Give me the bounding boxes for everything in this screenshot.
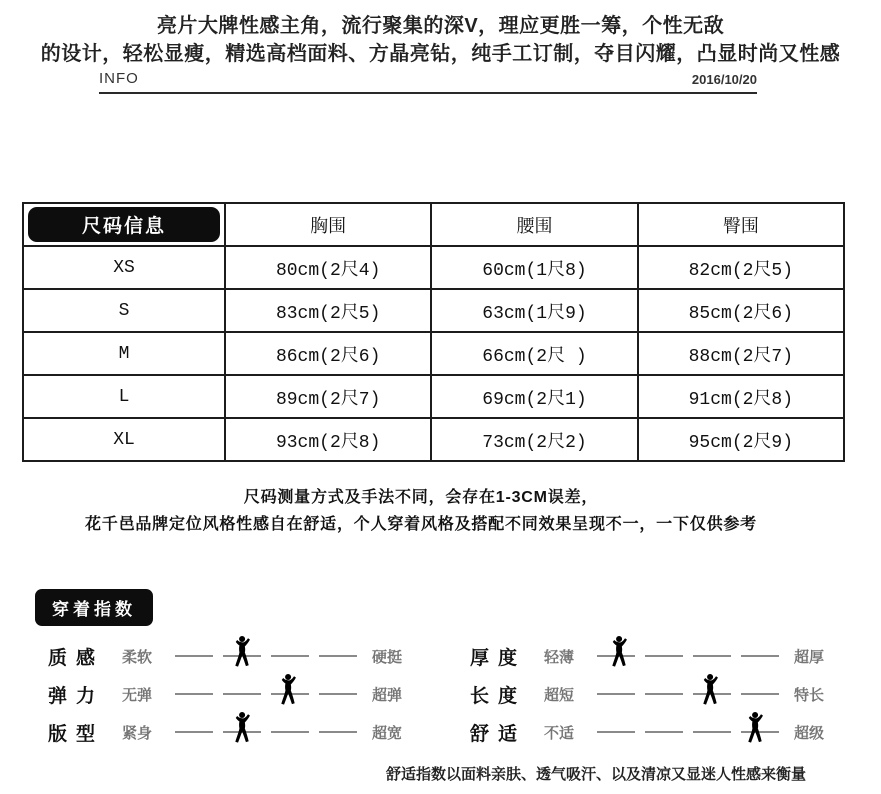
metric-max-label: 特长: [794, 686, 825, 704]
size-info-badge: 尺码信息: [28, 207, 220, 242]
disclaimer-line-1: 尺码测量方式及手法不同，会存在1-3CM误差，: [243, 489, 599, 506]
waist-value: 63cm(1尺9): [431, 289, 637, 332]
hip-value: 91cm(2尺8): [638, 375, 844, 418]
metric-row: [470, 676, 832, 712]
metric-max-label: 超宽: [372, 724, 403, 742]
column-header-waist: 腰围: [431, 203, 637, 246]
scale-segment: [693, 731, 731, 733]
waist-value: 60cm(1尺8): [431, 246, 637, 289]
scale-segment: [175, 693, 213, 695]
metric-scale-line: [597, 693, 779, 695]
scale-segment: [175, 655, 213, 657]
metric-label: 厚度: [470, 647, 527, 669]
table-row: [23, 246, 844, 289]
size-label: S: [23, 289, 225, 332]
size-label: XL: [23, 418, 225, 461]
wearing-index-badge: 穿着指数: [35, 589, 153, 626]
size-table: [22, 202, 845, 462]
metric-max-label: 超弹: [372, 686, 403, 704]
metric-min-label: 紧身: [122, 724, 153, 742]
scale-segment: [597, 693, 635, 695]
hip-value: 88cm(2尺7): [638, 332, 844, 375]
hip-value: 85cm(2尺6): [638, 289, 844, 332]
column-header-bust: 胸围: [225, 203, 431, 246]
info-label: INFO: [99, 70, 139, 87]
metric-row: [48, 638, 410, 674]
metric-row: [48, 676, 410, 712]
metrics-left-column: [48, 638, 410, 752]
scale-segment: [223, 693, 261, 695]
wearing-index-metrics: [48, 638, 832, 752]
waist-value: 69cm(2尺1): [431, 375, 637, 418]
info-date: 2016/10/20: [691, 72, 757, 87]
bust-value: 80cm(2尺4): [225, 246, 431, 289]
metric-min-label: 轻薄: [544, 648, 575, 666]
scale-segment: [319, 731, 357, 733]
metric-min-label: 超短: [544, 686, 575, 704]
dancing-woman-silhouette-icon: [745, 711, 767, 744]
scale-segment: [175, 731, 213, 733]
metric-max-label: 超级: [794, 724, 825, 742]
size-table-corner-cell: [23, 203, 225, 246]
table-row: [23, 289, 844, 332]
scale-segment: [271, 655, 309, 657]
metric-row: [470, 714, 832, 750]
size-disclaimer: [0, 484, 842, 538]
metric-scale-line: [597, 731, 779, 733]
disclaimer-line-2: 花千邑品牌定位风格性感自在舒适，个人穿着风格及搭配不同效果呈现不一，一下仅供参考: [84, 516, 757, 533]
metric-min-label: 不适: [544, 724, 575, 742]
size-table-header-row: [23, 203, 844, 246]
metric-label: 长度: [470, 685, 527, 707]
scale-segment: [597, 731, 635, 733]
metric-min-label: 无弹: [122, 686, 153, 704]
metrics-right-column: [470, 638, 832, 752]
metric-scale-line: [175, 693, 357, 695]
comfort-index-footnote: 舒适指数以面料亲肤、透气吸汗、以及清凉又显迷人性感来衡量: [385, 766, 806, 783]
hip-value: 82cm(2尺5): [638, 246, 844, 289]
metric-scale-line: [175, 655, 357, 657]
metric-scale-line: [597, 655, 779, 657]
size-label: M: [23, 332, 225, 375]
metric-min-label: 柔软: [122, 648, 153, 666]
bust-value: 93cm(2尺8): [225, 418, 431, 461]
bust-value: 86cm(2尺6): [225, 332, 431, 375]
metric-label: 版型: [48, 723, 105, 745]
dancing-woman-silhouette-icon: [278, 673, 300, 706]
dancing-woman-silhouette-icon: [609, 635, 631, 668]
bust-value: 89cm(2尺7): [225, 375, 431, 418]
metric-row: [48, 714, 410, 750]
scale-segment: [645, 731, 683, 733]
scale-segment: [693, 655, 731, 657]
info-bar: [99, 70, 757, 94]
intro-text: [0, 12, 881, 68]
intro-line-1: 亮片大牌性感主角，流行聚集的深V，理应更胜一筹，个性无敌: [156, 15, 725, 37]
scale-segment: [645, 655, 683, 657]
metric-max-label: 硬挺: [372, 648, 403, 666]
scale-segment: [741, 655, 779, 657]
scale-segment: [645, 693, 683, 695]
metric-max-label: 超厚: [794, 648, 825, 666]
scale-segment: [741, 693, 779, 695]
dancing-woman-silhouette-icon: [232, 711, 254, 744]
metric-label: 质感: [48, 647, 105, 669]
table-row: [23, 375, 844, 418]
table-row: [23, 418, 844, 461]
metric-label: 舒适: [470, 723, 527, 745]
table-row: [23, 332, 844, 375]
metric-row: [470, 638, 832, 674]
dancing-woman-silhouette-icon: [232, 635, 254, 668]
hip-value: 95cm(2尺9): [638, 418, 844, 461]
metric-scale-line: [175, 731, 357, 733]
size-label: XS: [23, 246, 225, 289]
column-header-hip: 臀围: [638, 203, 844, 246]
metric-label: 弹力: [48, 685, 105, 707]
dancing-woman-silhouette-icon: [700, 673, 722, 706]
waist-value: 73cm(2尺2): [431, 418, 637, 461]
bust-value: 83cm(2尺5): [225, 289, 431, 332]
scale-segment: [271, 731, 309, 733]
waist-value: 66cm(2尺 ): [431, 332, 637, 375]
scale-segment: [319, 655, 357, 657]
size-label: L: [23, 375, 225, 418]
scale-segment: [319, 693, 357, 695]
intro-line-2: 的设计，轻松显瘦，精选高档面料、方晶亮钻，纯手工订制，夺目闪耀，凸显时尚又性感: [40, 43, 841, 65]
